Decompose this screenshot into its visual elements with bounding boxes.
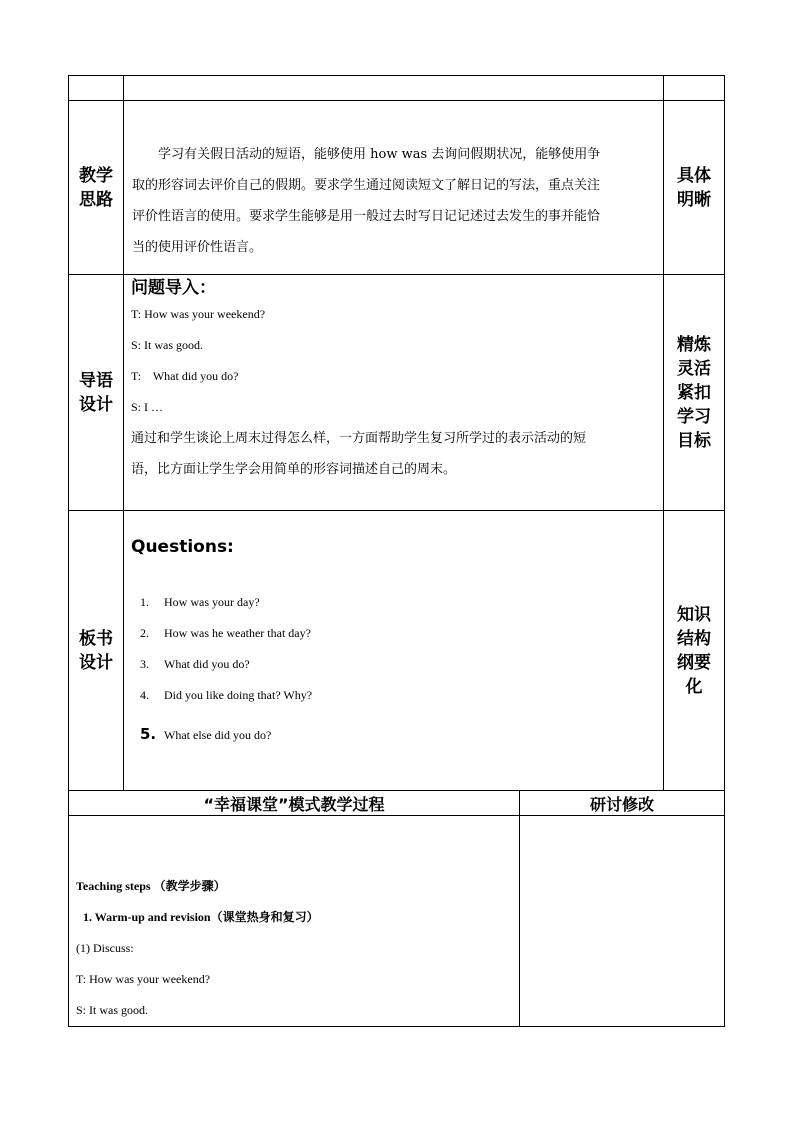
step-line: T: How was your weekend? xyxy=(76,972,211,986)
teaching-idea-row xyxy=(69,101,725,275)
lead-in-heading: 问题导入： xyxy=(131,278,216,298)
teaching-idea-paragraph: 学习有关假日活动的短语，能够使用 how was 去询问假期状况，能够使用争取的形容词去评价自己的假期。要求学生通过阅读短文了解日记的写法，重点关注评价性语言的使用。要求学生能够是用一般过去时写日记记述过去发生的事并能恰当的使用评价性语言。 xyxy=(132,147,601,255)
question-item: 1. How was your day? xyxy=(140,595,260,609)
row-label: 教学 思路 xyxy=(69,101,124,275)
dialog-line: S: I … xyxy=(131,400,164,414)
teaching-steps-title: Teaching steps （教学步骤） xyxy=(76,879,226,893)
process-table xyxy=(68,790,725,1027)
row-label: 板书 设计 xyxy=(69,511,124,791)
blank-cell xyxy=(124,76,664,101)
blank-header-row xyxy=(69,76,725,101)
revision-header: 研讨修改 xyxy=(520,791,725,816)
dialog-line: T: What did you do? xyxy=(131,369,239,383)
lesson-plan-table xyxy=(68,75,725,791)
lead-in-note: 通过和学生谈论上周末过得怎么样，一方面帮助学生复习所学过的表示活动的短语，比方面让学生学会用简单的形容词描述自己的周末。 xyxy=(131,431,587,477)
revision-cell xyxy=(520,816,725,1027)
board-design-content xyxy=(124,511,664,791)
question-item: 4. Did you like doing that? Why? xyxy=(140,688,313,702)
side-note: 精炼 灵活 紧扣 学习 目标 xyxy=(664,275,725,511)
lead-in-content xyxy=(124,275,664,511)
process-header: “幸福课堂”模式教学过程 xyxy=(69,791,520,816)
process-header-row xyxy=(69,791,725,816)
side-note: 知识 结构 纲要 化 xyxy=(664,511,725,791)
teaching-idea-content xyxy=(124,101,664,275)
step-line: (1) Discuss: xyxy=(76,941,134,955)
side-note: 具体 明晰 xyxy=(664,101,725,275)
question-item: 2. How was he weather that day? xyxy=(140,626,311,640)
blank-cell xyxy=(69,76,124,101)
lead-in-row xyxy=(69,275,725,511)
teaching-steps-cell xyxy=(69,816,520,1027)
step-line: S: It was good. xyxy=(76,1003,148,1017)
dialog-line: S: It was good. xyxy=(131,338,203,352)
question-item: 5. What else did you do? xyxy=(140,725,272,743)
questions-title: Questions: xyxy=(131,537,234,557)
dialog-line: T: How was your weekend? xyxy=(131,307,266,321)
board-design-row xyxy=(69,511,725,791)
row-label: 导语 设计 xyxy=(69,275,124,511)
blank-cell xyxy=(664,76,725,101)
process-body-row xyxy=(69,816,725,1027)
question-item: 3. What did you do? xyxy=(140,657,250,671)
warmup-heading: 1. Warm-up and revision（课堂热身和复习） xyxy=(83,910,319,924)
